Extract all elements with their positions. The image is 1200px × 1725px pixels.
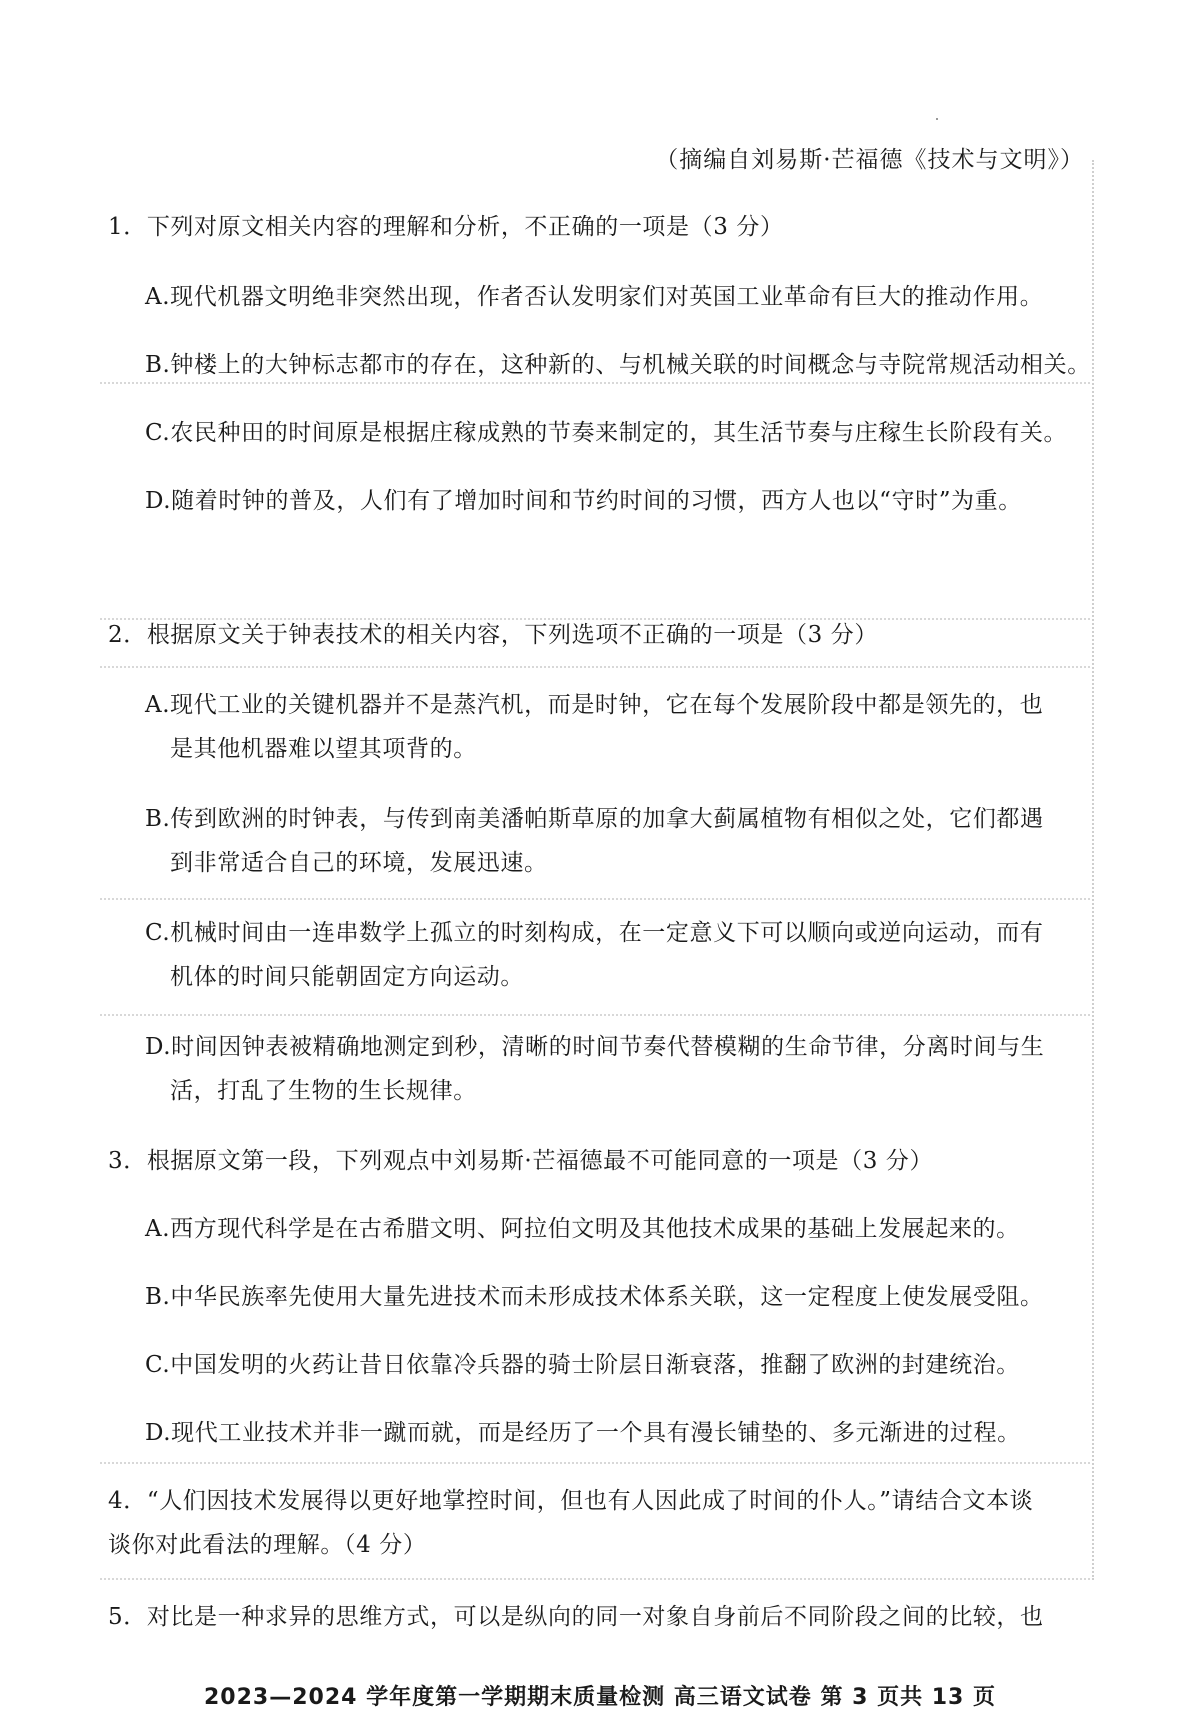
question-3-option-c: C.中国发明的火药让昔日依靠冷兵器的骑士阶层日渐衰落，推翻了欧洲的封建统治。: [145, 1352, 1020, 1378]
question-2-option-d: D.时间因钟表被精确地测定到秒，清晰的时间节奏代替模糊的生命节律，分离时间与生: [145, 1034, 1045, 1060]
question-4-stem: 4．“人们因技术发展得以更好地掌控时间，但也有人因此成了时间的仆人。”请结合文本谈: [108, 1488, 1034, 1514]
question-2-stem: 2．根据原文关于钟表技术的相关内容，下列选项不正确的一项是（3 分）: [108, 622, 878, 648]
question-3-stem: 3．根据原文第一段，下列观点中刘易斯·芒福德最不可能同意的一项是（3 分）: [108, 1148, 934, 1174]
question-2-option-a: A.现代工业的关键机器并不是蒸汽机，而是时钟，它在每个发展阶段中都是领先的，也: [145, 692, 1044, 718]
question-1-option-b: B.钟楼上的大钟标志都市的存在，这种新的、与机械关联的时间概念与寺院常规活动相关。: [145, 352, 1091, 378]
question-5-stem: 5．对比是一种求异的思维方式，可以是纵向的同一对象自身前后不同阶段之间的比较，也: [108, 1604, 1044, 1630]
question-1-option-d: D.随着时钟的普及，人们有了增加时间和节约时间的习惯，西方人也以“守时”为重。: [145, 488, 1022, 514]
question-3-option-b: B.中华民族率先使用大量先进技术而未形成技术体系关联，这一定程度上使发展受阻。: [145, 1284, 1044, 1310]
dotted-divider: [100, 1014, 1090, 1016]
question-4-stem-cont: 谈你对此看法的理解。（4 分）: [108, 1532, 427, 1558]
question-1-option-a: A.现代机器文明绝非突然出现，作者否认发明家们对英国工业革命有巨大的推动作用。: [145, 284, 1044, 310]
dotted-divider: [100, 898, 1090, 900]
dotted-divider: [100, 382, 1090, 384]
question-2-option-d-cont: 活，打乱了生物的生长规律。: [170, 1078, 477, 1104]
question-1-option-c: C.农民种田的时间原是根据庄稼成熟的节奏来制定的，其生活节奏与庄稼生长阶段有关。: [145, 420, 1068, 446]
question-3-option-a: A.西方现代科学是在古希腊文明、阿拉伯文明及其他技术成果的基础上发展起来的。: [145, 1216, 1020, 1242]
question-2-option-a-cont: 是其他机器难以望其项背的。: [170, 736, 477, 762]
dotted-divider: [100, 1578, 1090, 1580]
question-2-option-b: B.传到欧洲的时钟表，与传到南美潘帕斯草原的加拿大蓟属植物有相似之处，它们都遇: [145, 806, 1044, 832]
question-1-stem: 1．下列对原文相关内容的理解和分析，不正确的一项是（3 分）: [108, 214, 784, 240]
question-2-option-c-cont: 机体的时间只能朝固定方向运动。: [170, 964, 524, 990]
question-2-option-b-cont: 到非常适合自己的环境，发展迅速。: [170, 850, 548, 876]
dotted-divider: [100, 1462, 1090, 1464]
question-2-option-c: C.机械时间由一连串数学上孤立的时刻构成，在一定意义下可以顺向或逆向运动，而有: [145, 920, 1044, 946]
margin-dotted-line: [1092, 160, 1094, 1580]
source-attribution: （摘编自刘易斯·芒福德《技术与文明》）: [655, 147, 1084, 173]
scan-speck: [936, 118, 938, 120]
question-3-option-d: D.现代工业技术并非一蹴而就，而是经历了一个具有漫长铺垫的、多元渐进的过程。: [145, 1420, 1021, 1446]
page-footer: 2023—2024 学年度第一学期期末质量检测 高三语文试卷 第 3 页共 13 页: [204, 1685, 996, 1710]
dotted-divider: [100, 666, 1090, 668]
